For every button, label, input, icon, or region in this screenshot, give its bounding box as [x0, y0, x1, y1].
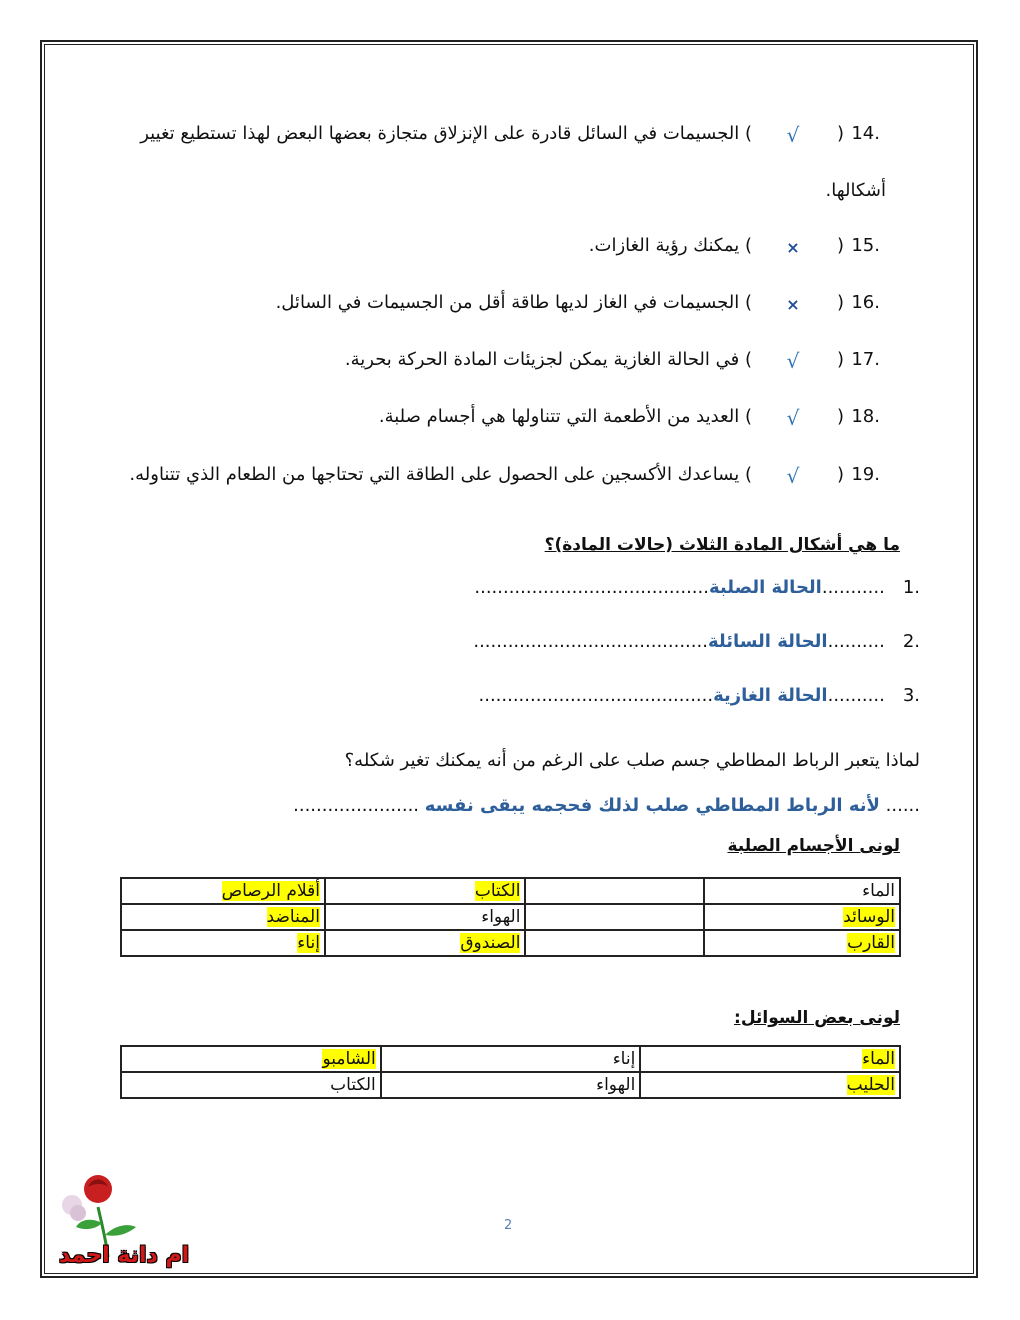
rubber-band-answer: لأنه الرباط المطاطي صلب لذلك فحجمه يبقى نفسه	[424, 795, 880, 816]
lead-dots: ...........	[821, 577, 885, 598]
question-text: ) الجسيمات في الغاز لديها طاقة أقل من الجسيمات في السائل.	[275, 292, 752, 313]
question-19	[100, 464, 900, 494]
table-cell	[640, 1072, 900, 1098]
open-paren: (	[836, 406, 844, 427]
table-row	[121, 878, 900, 904]
table-cell	[704, 878, 900, 904]
highlighted-item: أقلام الرصاص	[221, 881, 320, 901]
states-heading: ما هي أشكال المادة الثلاث (حالات المادة)؟	[544, 535, 900, 555]
trail-dots: ......................	[293, 795, 420, 816]
check-mark-icon: √	[786, 406, 800, 430]
state-number: 1.	[902, 577, 920, 598]
trail-dots: .........................................	[473, 631, 708, 652]
table-cell	[325, 930, 526, 956]
open-paren: (	[836, 235, 844, 256]
open-paren: (	[836, 123, 844, 144]
state-number: 3.	[902, 685, 920, 706]
table-row	[121, 1072, 900, 1098]
lead-dots: ......	[885, 795, 920, 816]
rubber-band-answer-line	[293, 795, 920, 816]
table-row	[121, 930, 900, 956]
question-number: 18.	[851, 406, 880, 427]
trail-dots: .........................................	[474, 577, 709, 598]
solids-table	[120, 877, 901, 957]
logo-text: ام دانة احمد	[58, 1243, 190, 1268]
trail-dots: .........................................	[478, 685, 714, 706]
table-cell	[704, 904, 900, 930]
open-paren: (	[836, 464, 844, 485]
question-17	[100, 349, 900, 379]
question-14-continuation: أشكالها.	[825, 180, 886, 201]
check-mark-icon: √	[786, 123, 800, 147]
cross-mark-icon: ×	[786, 238, 800, 257]
table-cell	[640, 1046, 900, 1072]
check-mark-icon: √	[786, 349, 800, 373]
table-row	[121, 1046, 900, 1072]
highlighted-item: الشامبو	[322, 1049, 376, 1069]
highlighted-item: الماء	[862, 1049, 895, 1069]
state-answer: الحالة الغازية	[713, 685, 828, 706]
state-item-1	[474, 577, 920, 598]
solids-heading: لونى الأجسام الصلبة	[727, 836, 900, 856]
highlighted-item: الوسائد	[843, 907, 895, 927]
check-mark-icon: √	[786, 464, 800, 488]
question-text: ) يساعدك الأكسجين على الحصول على الطاقة التي تحتاجها من الطعام الذي تتناوله.	[129, 464, 752, 485]
question-text: ) في الحالة الغازية يمكن لجزيئات المادة الحركة بحرية.	[344, 349, 752, 370]
highlighted-item: إناء	[297, 933, 320, 953]
table-cell	[121, 1072, 381, 1098]
highlighted-item: الصندوق	[460, 933, 521, 953]
item-text: الكتاب	[330, 1075, 376, 1095]
item-text: الماء	[862, 881, 895, 901]
state-item-3	[479, 685, 921, 706]
question-text: ) الجسيمات في السائل قادرة على الإنزلاق متجازة بعضها البعض لهذا تستطيع تغيير	[140, 123, 752, 144]
rubber-band-question: لماذا يتعبر الرباط المطاطي جسم صلب على الرغم من أنه يمكنك تغير شكله؟	[344, 750, 920, 771]
state-answer: الحالة الصلبة	[708, 577, 822, 598]
table-cell	[381, 1072, 641, 1098]
table-cell	[704, 930, 900, 956]
item-text: إناء	[612, 1049, 636, 1069]
table-cell	[381, 1046, 641, 1072]
liquids-heading: لونى بعض السوائل:	[734, 1008, 900, 1028]
question-14	[100, 123, 900, 153]
item-text: الهواء	[596, 1075, 636, 1095]
state-item-2	[473, 631, 920, 652]
table-cell	[525, 878, 703, 904]
table-cell	[325, 904, 526, 930]
state-answer: الحالة السائلة	[707, 631, 828, 652]
lead-dots: ..........	[827, 631, 885, 652]
open-paren: (	[836, 349, 844, 370]
table-cell	[121, 878, 325, 904]
table-cell	[121, 904, 325, 930]
page-number: 2	[504, 1218, 513, 1233]
question-16	[100, 292, 900, 322]
question-15	[100, 235, 900, 265]
question-number: 19.	[851, 464, 880, 485]
table-row	[121, 904, 900, 930]
question-18	[100, 406, 900, 436]
highlighted-item: الكتاب	[474, 881, 521, 901]
state-number: 2.	[902, 631, 920, 652]
table-cell	[325, 878, 526, 904]
open-paren: (	[836, 292, 844, 313]
table-cell	[121, 1046, 381, 1072]
highlighted-item: القارب	[847, 933, 895, 953]
highlighted-item: المناضد	[266, 907, 320, 927]
question-text: ) يمكنك رؤية الغازات.	[588, 235, 752, 256]
highlighted-item: الحليب	[846, 1075, 895, 1095]
table-cell	[525, 904, 703, 930]
question-number: 17.	[851, 349, 880, 370]
table-cell	[525, 930, 703, 956]
question-number: 16.	[851, 292, 880, 313]
question-text: ) العديد من الأطعمة التي تتناولها هي أجسام صلبة.	[378, 406, 752, 427]
liquids-table	[120, 1045, 901, 1099]
item-text: الهواء	[481, 907, 521, 927]
cross-mark-icon: ×	[786, 295, 800, 314]
question-number: 14.	[851, 123, 880, 144]
table-cell	[121, 930, 325, 956]
question-number: 15.	[851, 235, 880, 256]
lead-dots: ..........	[827, 685, 885, 706]
